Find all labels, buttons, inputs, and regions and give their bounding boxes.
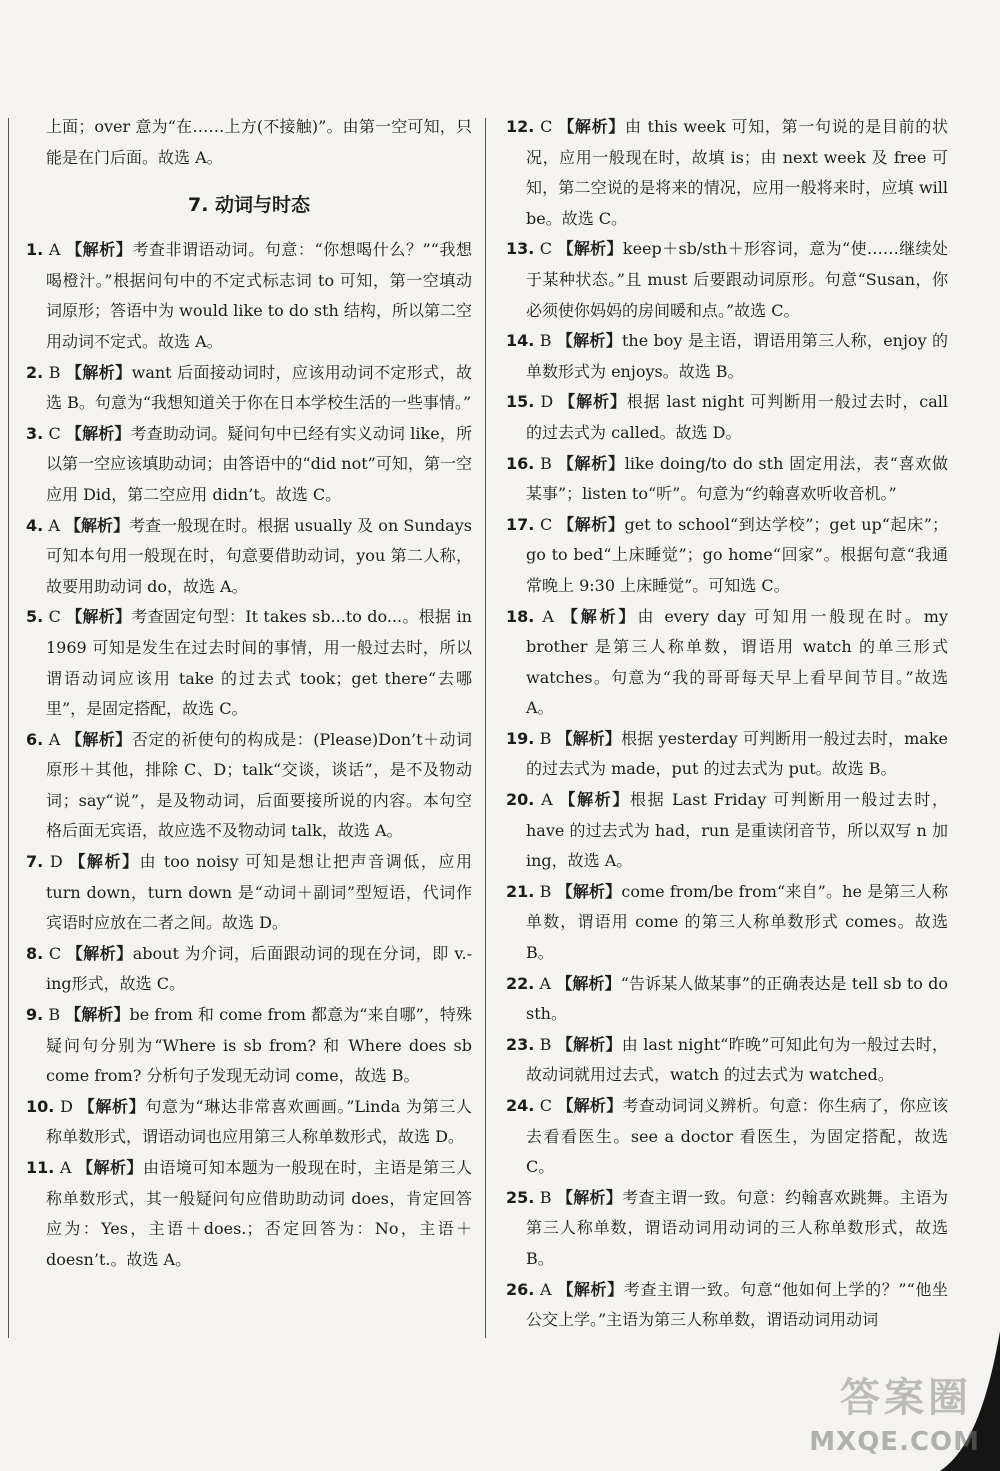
right-item-list bbox=[506, 112, 948, 1336]
answer-item bbox=[506, 724, 948, 785]
item-answer: A bbox=[540, 1279, 552, 1299]
item-answer: A bbox=[48, 515, 60, 535]
item-explanation: 否定的祈使句的构成是：(Please)Don’t＋动词原形＋其他，排除 C、D；talk“交谈，谈话”，是不及物动词；say“说”，是及物动词，后面要接所说的内容。本句空格后面无宾语，故应选不及物动词 talk，故选 A。 bbox=[46, 729, 472, 841]
analysis-tag: 【解析】 bbox=[557, 1096, 623, 1115]
item-number: 17. bbox=[506, 514, 535, 534]
item-explanation: 由 last night“昨晚”可知此句为一般过去时，故动词就用过去式，watch 的过去式为 watched。 bbox=[526, 1034, 948, 1085]
item-explanation: 句意为“琳达非常喜欢画画。”Linda 为第三人称单数形式，谓语动词也应用第三人称单数形式，故选 D。 bbox=[46, 1096, 472, 1147]
item-answer: D bbox=[49, 852, 63, 872]
item-explanation: 由 every day 可知用一般现在时。my brother 是第三人称单数，谓语用 watch 的单三形式 watches。句意为“我的哥哥每天早上看早间节目。”故选 A。 bbox=[526, 606, 948, 718]
item-number: 5. bbox=[26, 607, 44, 627]
answer-item bbox=[506, 1275, 948, 1336]
item-number: 1. bbox=[26, 240, 44, 260]
analysis-tag: 【解析】 bbox=[556, 728, 622, 748]
item-answer: B bbox=[539, 881, 552, 901]
analysis-tag: 【解析】 bbox=[556, 881, 622, 901]
item-answer: C bbox=[539, 239, 553, 259]
carryover-paragraph: 上面；over 意为“在……上方(不接触)”。由第一空可知，只能是在门后面。故选 A。 bbox=[46, 117, 472, 167]
watermark-logo: 答案圈 bbox=[840, 1375, 972, 1421]
item-number: 15. bbox=[506, 392, 535, 412]
item-explanation: 考查固定句型：It takes sb...to do...。根据 in 1969 可知是发生在过去时间的事情，用一般过去时，所以谓语动词应该用 take 的过去式 took；get there“去哪里”，是固定搭配，故选 C。 bbox=[46, 607, 472, 719]
item-answer: A bbox=[539, 973, 552, 993]
answer-item bbox=[506, 510, 948, 602]
item-explanation: get to school“到达学校”；get up“起床”；go to bed“上床睡觉”；go home“回家”。根据句意“我通常晚上 9:30 上床睡觉”。可知选 C。 bbox=[526, 514, 948, 595]
analysis-tag: 【解析】 bbox=[556, 331, 622, 351]
answer-item bbox=[26, 939, 472, 1000]
item-explanation: 考查主谓一致。句意“他如何上学的？”“他坐公交上学。”主语为第三人称单数，谓语动词用动词 bbox=[526, 1279, 948, 1330]
item-answer: B bbox=[539, 1034, 552, 1054]
item-number: 19. bbox=[506, 728, 535, 748]
item-answer: C bbox=[539, 1096, 552, 1115]
item-explanation: 由语境可知本题为一般现在时，主语是第三人称单数形式，其一般疑问句应借助助动词 does，肯定回答应为：Yes，主语＋does.；否定回答为：No，主语＋doesn’t.。故选 A。 bbox=[46, 1158, 472, 1269]
answer-item bbox=[26, 511, 472, 603]
analysis-tag: 【解析】 bbox=[557, 1279, 624, 1299]
item-answer: C bbox=[48, 943, 62, 963]
item-number: 23. bbox=[506, 1034, 535, 1054]
item-explanation: the boy 是主语，谓语用第三人称，enjoy 的单数形式为 enjoys。故选 B。 bbox=[526, 331, 948, 381]
item-explanation: 根据 Last Friday 可判断用一般过去时，have 的过去式为 had，run 是重读闭音节，所以双写 n 加 ing，故选 A。 bbox=[526, 790, 948, 871]
answer-item bbox=[26, 1000, 472, 1092]
item-number: 11. bbox=[26, 1158, 55, 1177]
analysis-tag: 【解析】 bbox=[78, 1096, 146, 1116]
answer-item bbox=[506, 969, 948, 1030]
item-explanation: 根据 last night 可判断用一般过去时，call 的过去式为 called。故选 D。 bbox=[526, 392, 948, 442]
answer-item bbox=[506, 1030, 948, 1091]
item-number: 8. bbox=[26, 943, 44, 963]
analysis-tag: 【解析】 bbox=[557, 239, 623, 259]
item-answer: C bbox=[540, 117, 553, 136]
item-number: 10. bbox=[26, 1096, 55, 1116]
item-number: 16. bbox=[506, 453, 535, 473]
answer-item bbox=[506, 1091, 948, 1183]
item-answer: C bbox=[48, 607, 61, 627]
item-number: 21. bbox=[506, 881, 535, 901]
answer-item bbox=[506, 785, 948, 877]
analysis-tag: 【解析】 bbox=[66, 240, 133, 260]
item-number: 26. bbox=[506, 1279, 535, 1299]
analysis-tag: 【解析】 bbox=[65, 515, 130, 535]
item-answer: B bbox=[539, 1187, 552, 1207]
item-answer: C bbox=[48, 423, 61, 443]
analysis-tag: 【解析】 bbox=[66, 943, 133, 963]
item-number: 2. bbox=[26, 362, 44, 382]
item-number: 22. bbox=[506, 973, 535, 993]
item-explanation: 考查一般现在时。根据 usually 及 on Sundays 可知本句用一般现在时，句意要借助动词，you 第二人称，故要用助动词 do，故选 A。 bbox=[46, 515, 472, 596]
analysis-tag: 【解析】 bbox=[558, 514, 625, 534]
item-answer: A bbox=[542, 606, 554, 626]
section-title: 7. 动词与时态 bbox=[187, 194, 311, 217]
answer-item bbox=[506, 234, 948, 326]
analysis-tag: 【解析】 bbox=[559, 790, 631, 810]
answer-item bbox=[506, 1183, 948, 1275]
answer-item bbox=[26, 1092, 472, 1153]
analysis-tag: 【解析】 bbox=[65, 362, 132, 382]
column-divider bbox=[485, 118, 486, 1338]
item-answer: A bbox=[48, 240, 61, 260]
item-number: 7. bbox=[26, 852, 44, 872]
item-answer: C bbox=[540, 514, 553, 534]
item-explanation: be from 和 come from 都意为“来自哪”，特殊疑问句分别为“Where is sb from? 和 Where does sb come from? 分析句子发现无动词 come，故选 B。 bbox=[46, 1005, 472, 1086]
item-number: 25. bbox=[506, 1187, 535, 1207]
item-explanation: about 为介词，后面跟动词的现在分词，即 v.-ing形式，故选 C。 bbox=[46, 943, 472, 994]
item-answer: D bbox=[60, 1096, 73, 1116]
analysis-tag: 【解析】 bbox=[77, 1158, 143, 1177]
analysis-tag: 【解析】 bbox=[66, 607, 132, 627]
analysis-tag: 【解析】 bbox=[561, 606, 638, 626]
answer-item bbox=[26, 419, 472, 511]
item-number: 24. bbox=[506, 1096, 535, 1115]
item-number: 13. bbox=[506, 239, 535, 259]
right-column bbox=[506, 112, 948, 1336]
item-explanation: 考查主谓一致。句意：约翰喜欢跳舞。主语为第三人称单数，谓语动词用动词的三人称单数形式，故选 B。 bbox=[526, 1187, 948, 1268]
analysis-tag: 【解析】 bbox=[556, 1034, 622, 1054]
left-column bbox=[26, 112, 472, 1275]
item-answer: A bbox=[541, 790, 553, 810]
answer-item bbox=[506, 877, 948, 969]
analysis-tag: 【解析】 bbox=[556, 973, 621, 993]
item-number: 4. bbox=[26, 515, 44, 535]
item-explanation: come from/be from“来自”。he 是第三人称单数，谓语用 come 的第三人称单数形式 comes。故选 B。 bbox=[526, 881, 948, 963]
answer-item bbox=[26, 358, 472, 419]
item-explanation: 考查非谓语动词。句意：“你想喝什么？”“我想喝橙汁。”根据问句中的不定式标志词 to 可知，第一空填动词原形；答语中为 would like to do sth 结构，所以第二空用动词不定式。故选 A。 bbox=[46, 240, 472, 351]
watermark-text: MXQE.COM bbox=[809, 1427, 980, 1457]
analysis-tag: 【解析】 bbox=[557, 453, 625, 473]
analysis-tag: 【解析】 bbox=[65, 729, 132, 749]
item-explanation: 根据 yesterday 可判断用一般过去时，make 的过去式为 made，put 的过去式为 put。故选 B。 bbox=[526, 728, 948, 779]
item-explanation: keep＋sb/sth＋形容词，意为“使……继续处于某种状态。”且 must 后要跟动词原形。句意“Susan，你必须使你妈妈的房间暖和点。”故选 C。 bbox=[526, 239, 948, 320]
answer-item bbox=[506, 449, 948, 510]
item-answer: B bbox=[540, 453, 552, 473]
item-explanation: “告诉某人做某事”的正确表达是 tell sb to do sth。 bbox=[526, 973, 948, 1024]
analysis-tag: 【解析】 bbox=[558, 117, 626, 136]
item-number: 3. bbox=[26, 423, 44, 443]
item-explanation: 由 too noisy 可知是想让把声音调低，应用 turn down，turn down 是“动词＋副词”型短语，代词作宾语时应放在二者之间。故选 D。 bbox=[46, 852, 472, 933]
item-number: 6. bbox=[26, 729, 44, 749]
item-explanation: 由 this week 可知，第一句说的是目前的状况，应用一般现在时，故填 is；由 next week 及 free 可知，第二空说的是将来的情况，应用一般将来时，应填 will be。故选 C。 bbox=[526, 117, 948, 228]
item-answer: B bbox=[48, 362, 61, 382]
answer-item bbox=[506, 112, 948, 234]
item-answer: A bbox=[59, 1158, 72, 1177]
analysis-tag: 【解析】 bbox=[65, 1005, 130, 1025]
item-explanation: 考查动词词义辨析。句意：你生病了，你应该去看看医生。see a doctor 看医生，为固定搭配，故选 C。 bbox=[526, 1096, 948, 1177]
analysis-tag: 【解析】 bbox=[69, 852, 140, 872]
analysis-tag: 【解析】 bbox=[556, 1187, 623, 1207]
answer-item bbox=[26, 725, 472, 847]
answer-item bbox=[26, 1153, 472, 1275]
item-number: 20. bbox=[506, 790, 535, 810]
item-explanation: want 后面接动词时，应该用动词不定形式，故选 B。句意为“我想知道关于你在日本学校生活的一些事情。” bbox=[46, 362, 472, 413]
item-number: 9. bbox=[26, 1005, 44, 1025]
answer-item bbox=[506, 602, 948, 724]
item-explanation: 考查助动词。疑问句中已经有实义动词 like，所以第一空应该填助动词；由答语中的“did not”可知，第一空应用 Did，第二空应用 didn’t。故选 C。 bbox=[46, 423, 472, 504]
answer-item bbox=[26, 235, 472, 357]
item-answer: B bbox=[539, 331, 552, 351]
item-explanation: like doing/to do sth 固定用法，表“喜欢做某事”；listen to“听”。句意为“约翰喜欢听收音机。” bbox=[526, 453, 948, 504]
answer-item bbox=[506, 387, 948, 448]
item-number: 18. bbox=[506, 606, 535, 626]
answer-item bbox=[26, 602, 472, 724]
item-answer: A bbox=[48, 729, 61, 749]
item-number: 12. bbox=[506, 117, 535, 136]
left-item-list bbox=[26, 235, 472, 1275]
item-answer: B bbox=[48, 1005, 61, 1025]
item-answer: D bbox=[540, 392, 554, 412]
answer-item bbox=[26, 847, 472, 939]
analysis-tag: 【解析】 bbox=[559, 392, 627, 412]
answer-item bbox=[506, 326, 948, 387]
item-number: 14. bbox=[506, 331, 535, 351]
left-margin-rule bbox=[8, 118, 9, 1338]
item-answer: B bbox=[539, 728, 552, 748]
analysis-tag: 【解析】 bbox=[65, 423, 131, 443]
